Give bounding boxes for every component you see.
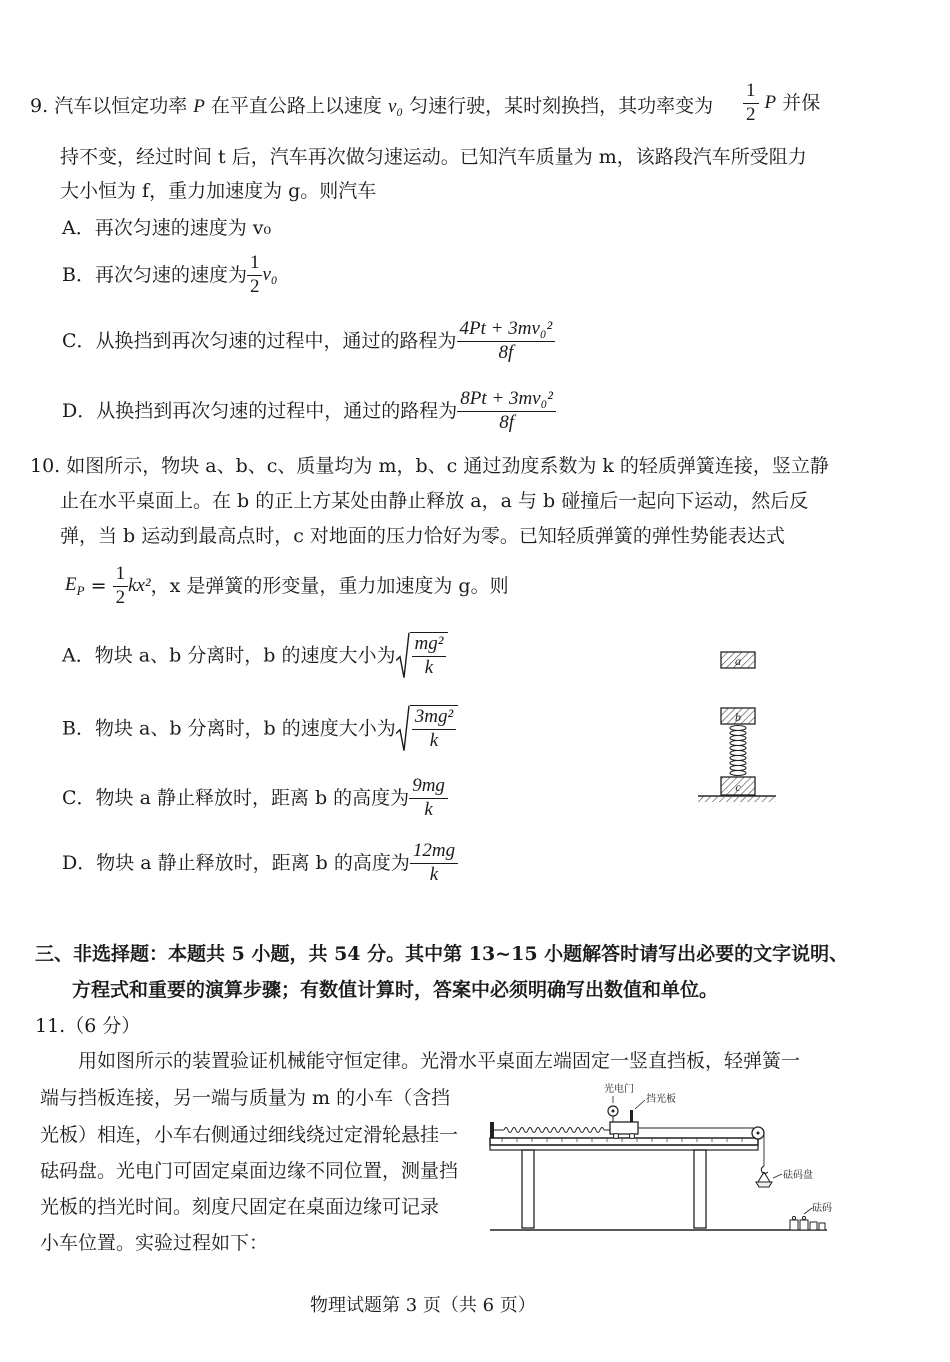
label-photogate: 光电门 bbox=[604, 1084, 634, 1095]
q11-line4: 砝码盘。光电门可固定桌面边缘不同位置，测量挡 bbox=[40, 1160, 459, 1182]
q10-figure bbox=[690, 640, 790, 810]
q9-number: 9. bbox=[30, 95, 49, 117]
page-footer: 物理试题第 3 页（共 6 页） bbox=[310, 1295, 536, 1316]
svg-text:a: a bbox=[735, 654, 741, 668]
label-weights: 砝码 bbox=[812, 1203, 832, 1214]
ground bbox=[698, 796, 776, 802]
block-c bbox=[721, 777, 755, 795]
q9-line1: 9. 汽车以恒定功率 P 在平直公路上以速度 v₀ 匀速行驶，某时刻换挡，其功率变为 bbox=[30, 95, 714, 117]
q10-line3: 弹，当 b 运动到最高点时，c 对地面的压力恰好为零。已知轻质弹簧的弹性势能表达式 bbox=[60, 525, 785, 547]
q9-option-d: D．从换挡到再次匀速的过程中，通过的路程为 $\frac{\text{8Pt + 3mv₀²}}{8f}$ bbox=[62, 388, 556, 435]
q10-option-b: B．物块 a、b 分离时，b 的速度大小为 $\frac{\text{3mg²}}{k}$ bbox=[62, 705, 458, 753]
q9-half-fraction: $\frac{1}{2}$ P 并保 bbox=[743, 80, 820, 127]
block-a bbox=[721, 652, 755, 668]
q10-option-a: A．物块 a、b 分离时，b 的速度大小为 $\frac{\text{mg²}}{k}$ bbox=[62, 632, 448, 680]
q11-line2: 端与挡板连接，另一端与质量为 m 的小车（含挡 bbox=[40, 1087, 451, 1109]
section3-line1: 三、非选择题：本题共 5 小题，共 54 分。其中第 13~15 小题解答时请写出必要的文字说明、 bbox=[35, 943, 849, 965]
q11-figure bbox=[482, 1078, 832, 1238]
q10-energy-formula: $E_P$ = $\frac{1}{2}$ kx²，x 是弹簧的形变量，重力加速度为 g。则 bbox=[65, 563, 509, 608]
q11-line5: 光板的挡光时间。刻度尺固定在桌面边缘可记录 bbox=[40, 1196, 440, 1218]
q9-line3: 大小恒为 f，重力加速度为 g。则汽车 bbox=[60, 180, 377, 202]
q11-line3: 光板）相连，小车右侧通过细线绕过定滑轮悬挂一 bbox=[40, 1124, 459, 1146]
block-b bbox=[721, 708, 755, 724]
q10-option-d: D．物块 a 静止释放时，距离 b 的高度为 $\frac{12mg}{k}$ bbox=[62, 840, 458, 887]
q9-option-b: B．再次匀速的速度为 $\frac{1}{2}$ v₀ bbox=[62, 252, 278, 297]
svg-text:b: b bbox=[735, 710, 741, 724]
section3-line2: 方程式和重要的演算步骤；有数值计算时，答案中必须明确写出数值和单位。 bbox=[72, 979, 719, 1001]
q10-option-c: C．物块 a 静止释放时，距离 b 的高度为 $\frac{9mg}{k}$ bbox=[62, 775, 448, 822]
pulley bbox=[752, 1127, 764, 1144]
table-top bbox=[490, 1138, 758, 1150]
q11-heading: 11.（6 分） bbox=[35, 1015, 141, 1037]
svg-text:c: c bbox=[735, 780, 741, 794]
label-light-plate: 挡光板 bbox=[646, 1094, 676, 1105]
end-stop-plate bbox=[490, 1122, 494, 1138]
table-legs bbox=[522, 1150, 706, 1228]
q10-line1: 10. 如图所示，物块 a、b、c、质量均为 m，b、c 通过劲度系数为 k 的轻质弹簧连接，竖立静 bbox=[30, 455, 829, 477]
spring bbox=[730, 726, 746, 776]
q11-line1: 用如图所示的装置验证机械能守恒定律。光滑水平桌面左端固定一竖直挡板，轻弹簧一 bbox=[78, 1050, 801, 1072]
q10-line2: 止在水平桌面上。在 b 的正上方某处由静止释放 a，a 与 b 碰撞后一起向下运动，然后反 bbox=[60, 490, 809, 512]
q11-spring bbox=[494, 1128, 610, 1133]
weight-pan bbox=[756, 1166, 772, 1187]
photogate bbox=[608, 1096, 618, 1122]
q11-line6: 小车位置。实验过程如下： bbox=[40, 1232, 269, 1254]
q9-option-a: A．再次匀速的速度为 v₀ bbox=[62, 217, 272, 239]
q9-option-c: C．从换挡到再次匀速的过程中，通过的路程为 $\frac{\text{4Pt + 3mv₀²}}{8f}$ bbox=[62, 318, 555, 365]
label-weight-pan: 砝码盘 bbox=[783, 1170, 813, 1181]
q9-line2: 持不变，经过时间 t 后，汽车再次做匀速运动。已知汽车质量为 m，该路段汽车所受阻力 bbox=[60, 146, 807, 168]
weights bbox=[790, 1216, 825, 1230]
